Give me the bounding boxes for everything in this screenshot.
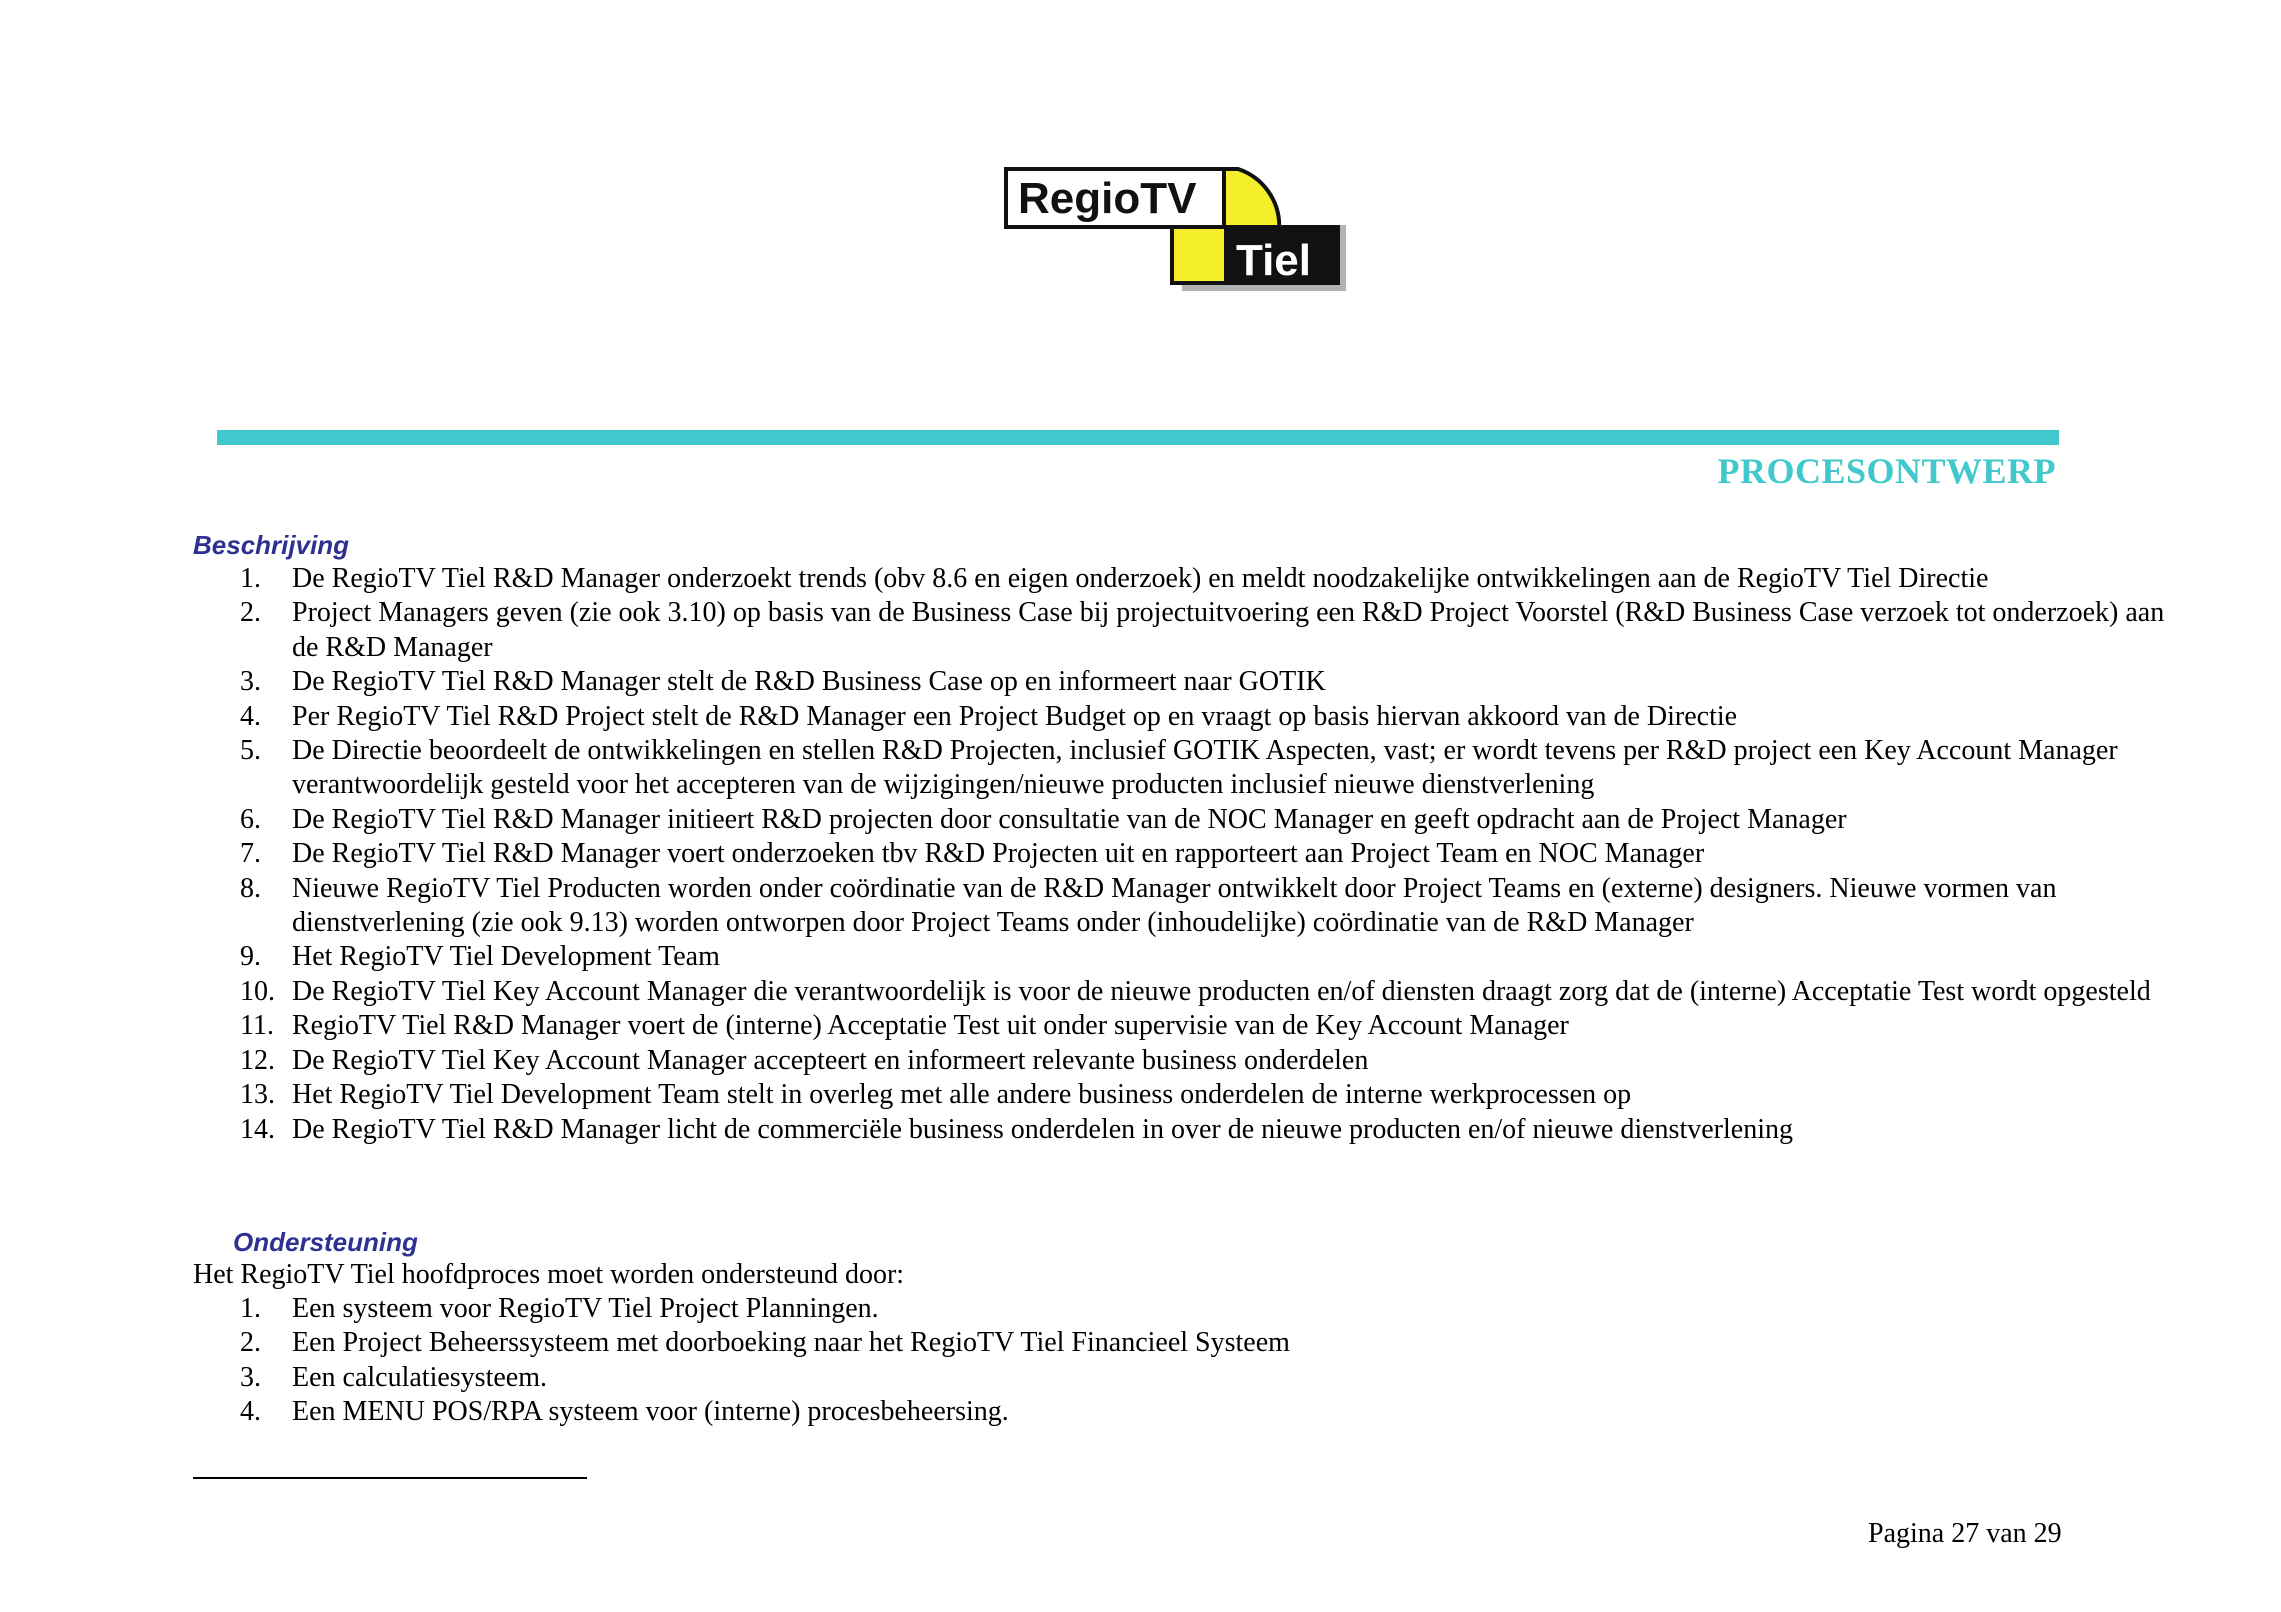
list-item-text: De RegioTV Tiel R&D Manager licht de commerciële business onderdelen in over de nieuwe producten en/of nieuwe dienstverlening: [292, 1113, 1793, 1145]
list-item-text: Het RegioTV Tiel Development Team: [292, 941, 720, 973]
list-item: [240, 596, 2180, 665]
list-item-number: 10.: [240, 975, 275, 1007]
list-item-text: De RegioTV Tiel R&D Manager initieert R&D projecten door consultatie van de NOC Manager en geeft opdracht aan de Project Manager: [292, 803, 1847, 835]
list-item-text: De RegioTV Tiel Key Account Manager die verantwoordelijk is voor de nieuwe producten en/of diensten draagt zorg dat de (interne) Acceptatie Test wordt opgesteld: [292, 975, 2151, 1007]
header-rule: [217, 430, 2059, 445]
list-item-number: 1.: [240, 563, 261, 594]
list-item-text: Een systeem voor RegioTV Tiel Project Planningen.: [292, 1293, 879, 1324]
list-item-number: 2.: [240, 597, 261, 629]
ondersteuning-list: [240, 1292, 1840, 1430]
list-item-text: Het RegioTV Tiel Development Team stelt in overleg met alle andere business onderdelen de interne werkprocessen op: [292, 1079, 1632, 1111]
ondersteuning-heading: Ondersteuning: [233, 1227, 418, 1257]
list-item-text: Een Project Beheerssysteem met doorboeking naar het RegioTV Tiel Financieel Systeem: [292, 1327, 1290, 1359]
list-item-number: 8.: [240, 872, 261, 904]
list-item-text: Een MENU POS/RPA systeem voor (interne) procesbeheersing.: [292, 1396, 1009, 1428]
beschrijving-list: [240, 562, 2180, 1147]
list-item: [240, 1078, 2180, 1112]
list-item-number: 6.: [240, 803, 261, 835]
list-item-text: De RegioTV Tiel R&D Manager stelt de R&D Business Case op en informeert naar GOTIK: [292, 666, 1326, 698]
beschrijving-heading: Beschrijving: [193, 530, 350, 560]
list-item-text: De Directie beoordeelt de ontwikkelingen en stellen R&D Projecten, inclusief GOTIK Aspecten, vast; er wordt tevens per R&D project een Key Account Manager verantwoordelijk gesteld voor het accepteren van de wijzigingen/nieuwe producten inclusief nieuwe dienstverlening: [292, 735, 2118, 801]
footnote-separator: [193, 1477, 587, 1479]
list-item-number: 13.: [240, 1079, 275, 1111]
list-item-number: 2.: [240, 1327, 261, 1359]
list-item-text: Project Managers geven (zie ook 3.10) op basis van de Business Case bij projectuitvoering een R&D Project Voorstel (R&D Business Case verzoek tot onderzoek) aan de R&D Manager: [292, 597, 2165, 663]
ondersteuning-intro: Het RegioTV Tiel hoofdproces moet worden ondersteund door:: [193, 1259, 905, 1290]
list-item: [240, 837, 2180, 871]
regiotv-tiel-logo: [1002, 163, 1346, 294]
list-item-text: RegioTV Tiel R&D Manager voert de (interne) Acceptatie Test uit onder supervisie van de Key Account Manager: [292, 1010, 1569, 1042]
list-item: [240, 1009, 2180, 1043]
list-item-text: De RegioTV Tiel Key Account Manager accepteert en informeert relevante business onderdelen: [292, 1044, 1369, 1076]
list-item-number: 7.: [240, 838, 261, 870]
list-item: [240, 803, 2180, 837]
list-item: [240, 1113, 2180, 1147]
list-item-number: 4.: [240, 700, 261, 732]
list-item-number: 4.: [240, 1396, 261, 1428]
list-item-text: Per RegioTV Tiel R&D Project stelt de R&D Manager een Project Budget op en vraagt op basis hiervan akkoord van de Directie: [292, 700, 1738, 732]
list-item-text: De RegioTV Tiel R&D Manager onderzoekt trends (obv 8.6 en eigen onderzoek) en meldt noodzakelijke ontwikkelingen aan de RegioTV Tiel Directie: [292, 563, 1989, 594]
list-item-number: 11.: [240, 1010, 274, 1042]
list-item: [240, 872, 2180, 941]
list-item: [240, 1361, 1840, 1395]
list-item-number: 14.: [240, 1113, 275, 1145]
list-item: [240, 562, 2180, 596]
list-item-number: 12.: [240, 1044, 275, 1076]
list-item-text: Een calculatiesysteem.: [292, 1361, 547, 1393]
list-item-text: Nieuwe RegioTV Tiel Producten worden onder coördinatie van de R&D Manager ontwikkelt door Project Teams en (externe) designers. Nieuwe vormen van dienstverlening (zie ook 9.13) worden ontworpen door Project Teams onder (inhoudelijke) coördinatie van de R&D Manager: [292, 872, 2057, 939]
logo-graphic: [1002, 163, 1346, 294]
list-item: [240, 734, 2180, 803]
section-title: PROCESONTWERP: [1717, 451, 2056, 491]
list-item-number: 9.: [240, 941, 261, 973]
list-item-number: 3.: [240, 1361, 261, 1393]
list-item: [240, 1044, 2180, 1078]
list-item: [240, 1326, 1840, 1360]
list-item: [240, 975, 2180, 1009]
list-item: [240, 940, 2180, 974]
list-item-number: 3.: [240, 666, 261, 698]
list-item: [240, 665, 2180, 699]
list-item: [240, 1292, 1840, 1326]
list-item: [240, 700, 2180, 734]
list-item: [240, 1395, 1840, 1429]
list-item-number: 1.: [240, 1293, 261, 1324]
list-item-number: 5.: [240, 735, 261, 767]
list-item-text: De RegioTV Tiel R&D Manager voert onderzoeken tbv R&D Projecten uit en rapporteert aan Project Team en NOC Manager: [292, 838, 1705, 870]
logo-text-regiotv: RegioTV: [1018, 174, 1197, 223]
page-number: Pagina 27 van 29: [1868, 1518, 2062, 1549]
logo-text-tiel: Tiel: [1236, 236, 1312, 285]
